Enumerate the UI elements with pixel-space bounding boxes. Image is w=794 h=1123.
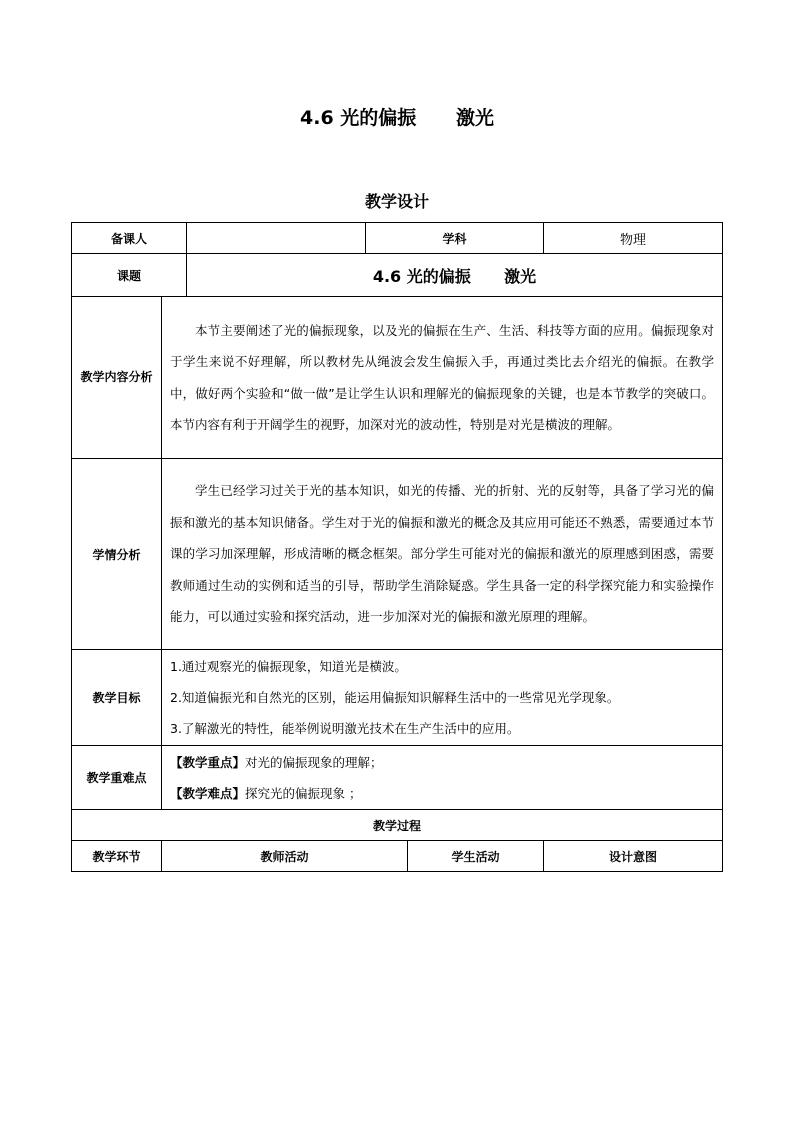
focus-line	[170, 747, 714, 778]
topic-label: 课题	[72, 254, 187, 297]
table-row	[72, 810, 723, 841]
column-header-intent: 设计意图	[544, 841, 723, 872]
subject-value: 物理	[544, 223, 723, 254]
objective-item: 2.知道偏振光和自然光的区别，能运用偏振知识解释生活中的一些常见光学现象。	[170, 690, 620, 705]
focus-text: 对光的偏振现象的理解；	[245, 754, 383, 770]
content-analysis-text: 本节主要阐述了光的偏振现象，以及光的偏振在生产、生活、科技等方面的应用。偏振现象对于学生来说不好理解，所以教材先从绳波会发生偏振入手，再通过类比去介绍光的偏振。在教学中，做好两个实验和“做一做”是让学生认识和理解光的偏振现象的关键，也是本节教学的突破口。本节内容有利于开阔学生的视野，加深对光的波动性，特别是对光是横波的理解。	[170, 322, 715, 432]
document-subtitle: 教学设计	[364, 192, 429, 211]
focus-tag: 【教学重点】	[170, 754, 246, 770]
lesson-plan-table	[71, 222, 723, 872]
process-heading: 教学过程	[72, 810, 723, 841]
difficulty-tag: 【教学难点】	[170, 785, 246, 801]
learner-analysis-text: 学生已经学习过关于光的基本知识，如光的传播、光的折射、光的反射等，具备了学习光的偏振和激光的基本知识储备。学生对于光的偏振和激光的概念及其应用可能还不熟悉，需要通过本节课的学习加深理解，形成清晰的概念框架。部分学生可能对光的偏振和激光的原理感到困惑，需要教师通过生动的实例和适当的引导，帮助学生消除疑惑。学生具备一定的科学探究能力和实验操作能力，可以通过实验和探究活动，进一步加深对光的偏振和激光原理的理解。	[170, 483, 715, 625]
objective-item: 1.通过观察光的偏振现象，知道光是横波。	[170, 659, 407, 674]
objectives-label: 教学目标	[72, 650, 162, 746]
column-header-student: 学生活动	[408, 841, 544, 872]
table-row	[72, 223, 723, 254]
column-header-stage: 教学环节	[72, 841, 162, 872]
objectives-list	[162, 650, 723, 746]
document-title: 4.6 光的偏振 激光	[300, 107, 494, 129]
learner-analysis-label: 学情分析	[72, 459, 162, 650]
difficulty-line	[170, 778, 714, 809]
preparer-value	[187, 223, 366, 254]
table-row	[72, 254, 723, 297]
key-points-label: 教学重难点	[72, 746, 162, 810]
table-row	[72, 746, 723, 810]
difficulty-text: 探究光的偏振现象 ；	[245, 785, 362, 801]
table-row	[72, 459, 723, 650]
table-row	[72, 650, 723, 746]
objective-item: 3.了解激光的特性，能举例说明激光技术在生产生活中的应用。	[170, 721, 520, 736]
key-points-cell	[162, 746, 723, 810]
subject-label: 学科	[366, 223, 544, 254]
table-row	[72, 841, 723, 872]
table-row	[72, 297, 723, 459]
preparer-label: 备课人	[72, 223, 187, 254]
topic-value: 4.6 光的偏振 激光	[187, 254, 723, 297]
column-header-teacher: 教师活动	[162, 841, 408, 872]
content-analysis-label: 教学内容分析	[72, 297, 162, 459]
